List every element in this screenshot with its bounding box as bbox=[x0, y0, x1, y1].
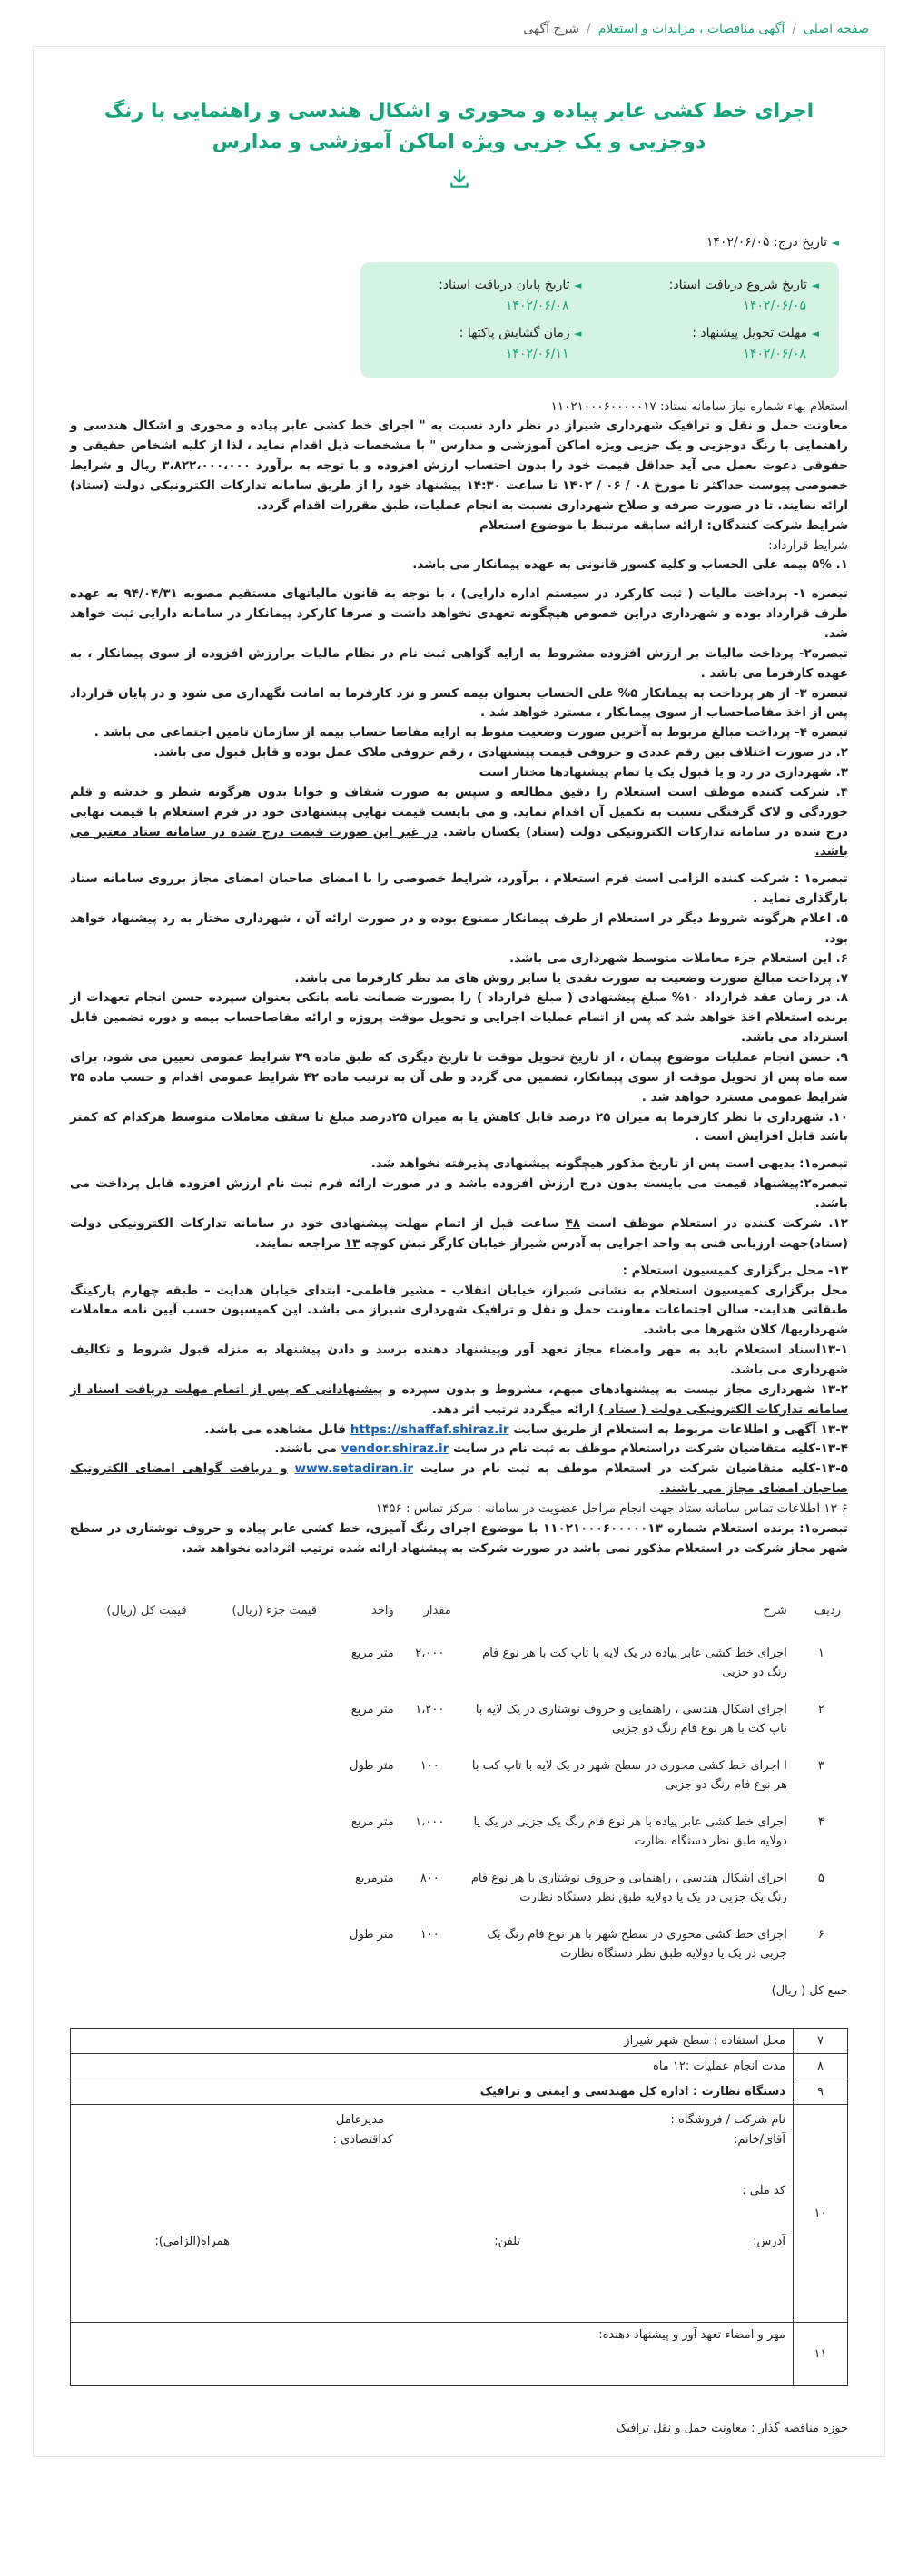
paragraph bbox=[70, 1381, 848, 1421]
paragraph: معاونت حمل و نقل و ترافیک شهرداری شیراز در نظر دارد نسبت به " اجرای خط کشی عابر پیاده و محوری و اشکال هندسی و راهنمایی با رنگ دوجزیی و یک جزیی ویژه اماکن آموزشی و مدارس " با مشخصات ذیل اقدام نماید ، لذا از کلیه اشخاص حقیقی و حقوقی دعوت بعمل می آید حداقل قیمت خود را بدون احتساب ارزش افزوده و با توجه به برآورد ۳،۸۲۲،۰۰۰،۰۰۰ ریال و شرایط خصوصی پیوست حداکثر تا مورخ ۰۸ / ۰۶ / ۱۴۰۲ تا ساعت ۱۴:۳۰ پیشنهاد خود را از طریق سامانه تدارکات الکترونیکی دولت (ستاد) ارائه نمایند. تا در صورت صرفه و صلاح شهرداری نسبت به انجام عملیات، طبق مقررات اقدام گردد. bbox=[70, 418, 848, 513]
row-unit-price bbox=[194, 1804, 324, 1860]
info-row bbox=[71, 2054, 848, 2079]
triangle-icon: ◄ bbox=[811, 279, 819, 291]
company-label: نام شرکت / فروشگاه : bbox=[670, 2113, 785, 2128]
end-date-value: ۱۴۰۲/۰۶/۰۸ bbox=[505, 298, 569, 313]
row-desc: اجرای اشکال هندسی ، راهنمایی و حروف نوشتاری با هر نوع فام رنگ یک جزیی در یک یا دولایه طبق نظر دستگاه نظارت bbox=[470, 1871, 787, 1904]
deadline bbox=[618, 323, 820, 364]
paragraph: ۱۳-۱اسناد استعلام باید به مهر وامضاء مجاز تعهد آور وپیشنهاد دهنده برسد و دادن پیشنهاد به منزله قبول شروط و تکالیف شهرداری می باشد. bbox=[70, 1342, 848, 1377]
insert-date bbox=[70, 232, 839, 253]
paragraph-underlined: و دریافت گواهی امضای الکترونیک صاحبان امضای مجاز می باشند. bbox=[70, 1461, 848, 1497]
paragraph: تبصره۱: بدیهی است پس از تاریخ مذکور هیچگونه پیشنهادی پذیرفته نخواهد شد. bbox=[370, 1156, 848, 1172]
row-number: ۲ bbox=[817, 1702, 824, 1716]
paragraph: ۵. اعلام هرگونه شروط دیگر در استعلام از طرف پیمانکار ممنوع بوده و در صورت ارائه آن ، شهرداری مختار به رد پیشنهاد خواهد بود. bbox=[70, 911, 848, 946]
row-unit-price bbox=[194, 1747, 324, 1804]
paragraph: تبصره ۴- پرداخت مبالغ مربوط به آخرین صورت وضعیت منوط به ارایه مفاصا حساب بیمه از سازمان تامین اجتماعی می باشد . bbox=[94, 725, 848, 741]
col-total-price: قیمت کل (ریال) bbox=[106, 1603, 187, 1617]
download-icon[interactable] bbox=[448, 167, 471, 191]
triangle-icon: ◄ bbox=[831, 237, 839, 250]
row-qty: ۱،۰۰۰ bbox=[415, 1814, 445, 1829]
row-total-price bbox=[70, 1747, 194, 1804]
start-date-value: ۱۴۰۲/۰۶/۰۵ bbox=[743, 298, 806, 313]
ad-card bbox=[33, 47, 885, 2457]
paragraph: استعلام بهاء شماره نیاز سامانه ستاد: ۱۱۰۲۱۰۰۰۶۰۰۰۰۰۱۷ bbox=[550, 398, 848, 414]
paragraph: محل برگزاری کمیسیون استعلام به نشانی شیراز، خیابان انقلاب - مشیر فاطمی- ابتدای خیابان هدایت – طبقه چهارم پارکینگ طبقاتی هدایت- سالن اجتماعات معاونت حمل و نقل و ترافیک شهرداری شیراز می باشد. این کمیسیون حسب آیین نامه معاملات شهرداریها/ کلان شهرها می باشد. bbox=[70, 1283, 848, 1338]
row-desc: اجرای خط کشی عابر پیاده با هر نوع فام رنگ یک جزیی در یک یا دولایه طبق نظر دستگاه نظارت bbox=[473, 1814, 787, 1848]
col-unit: واحد bbox=[371, 1603, 394, 1617]
row-desc: اجرای اشکال هندسی ، راهنمایی و حروف نوشتاری در یک لایه با تاپ کت با هر نوع فام رنگ دو جزیی bbox=[475, 1702, 787, 1735]
col-unit-price: قیمت جزء (ریال) bbox=[232, 1603, 317, 1617]
row-total-price bbox=[70, 1860, 194, 1916]
row-number: ۴ bbox=[817, 1814, 824, 1829]
paragraph: شرایط شرکت کنندگان: ارائه سابقه مرتبط با موضوع استعلام bbox=[479, 517, 848, 533]
mobile-label: همراه(الزامی): bbox=[154, 2235, 230, 2249]
paragraph: تبصره۱: برنده استعلام شماره ۱۱۰۲۱۰۰۰۶۰۰۰۰۰۱۳ با موضوع اجرای رنگ آمیزی، خط کشی عابر پیاده و حروف نوشتاری در سطح شهر مجاز شرکت در استعلام مذکور نمی باشد در صورت شرکت به پیشنهاد ارائه شده ترتیب اثرداده نخواهد شد. bbox=[70, 1520, 848, 1556]
paragraph: تبصره۲- پرداخت مالیات بر ارزش افزوده مشروط به ارایه گواهی ثبت نام در نظام مالیات برارزش افزوده از سوی پیمانکار ، به عهده کارفرما می باشد . bbox=[70, 645, 848, 681]
info-row-number: ۸ bbox=[794, 2054, 848, 2079]
row-unit: متر مربع bbox=[350, 1646, 394, 1660]
info-row-number: ۷ bbox=[794, 2029, 848, 2054]
total-label: جمع کل ( ریال) bbox=[771, 1984, 848, 1999]
row-unit-price bbox=[194, 1860, 324, 1916]
paragraph-text: ۱۳-۴-کلیه متقاضیان شرکت دراستعلام موظف به ثبت نام در سایت bbox=[453, 1441, 848, 1457]
row-desc: اجرای خط کشی محوری در سطح شهر با هر نوع فام رنگ یک جزیی در یک یا دولایه طبق نظر دستگاه نظارت bbox=[487, 1928, 787, 1961]
breadcrumb-section[interactable]: آگهی مناقصات ، مزایدات و استعلام bbox=[597, 22, 785, 37]
row-unit: متر مربع bbox=[350, 1702, 394, 1716]
paragraph-underlined: در غیر این صورت قیمت درج شده در سامانه ستاد معتبر می باشد. bbox=[70, 824, 848, 860]
setadiran-link[interactable]: www.setadiran.ir bbox=[294, 1461, 414, 1477]
row-qty: ۲،۰۰۰ bbox=[415, 1646, 445, 1660]
tender-authority: حوزه مناقصه گذار : معاونت حمل و نقل ترافیک bbox=[616, 2422, 848, 2436]
paragraph: تبصره ۱- پرداخت مالیات ( ثبت کارکرد در سیستم اداره دارایی) ، با توجه به قانون مالیاتهای مستقیم مصوبه ۹۴/۰۴/۳۱ به عهده طرف قرارداد بوده و شهرداری دراین خصوص هیچگونه تعهدی نخواهد داشت و صرفا کارکرد پیمانکار در سامانه دارایی ثبت خواهد شد. bbox=[70, 586, 848, 641]
info-row bbox=[71, 2079, 848, 2105]
row-qty: ۱،۲۰۰ bbox=[415, 1702, 445, 1716]
breadcrumb-separator: / bbox=[792, 22, 796, 37]
row-total-price bbox=[70, 1635, 194, 1691]
shaffaf-link[interactable]: https://shaffaf.shiraz.ir bbox=[350, 1421, 509, 1437]
table-row bbox=[70, 1691, 848, 1747]
paragraph-text: ۱۳-۳ آگهی و اطلاعات مربوط به استعلام از طریق سایت bbox=[513, 1421, 848, 1437]
paragraph: ۱. ۵% بیمه علی الحساب و کلیه کسور قانونی به عهده پیمانکار می باشد. bbox=[412, 557, 848, 573]
national-code-label: کد ملی : bbox=[742, 2184, 785, 2198]
paragraph-text: می باشند. bbox=[274, 1441, 337, 1457]
vendor-link[interactable]: vendor.shiraz.ir bbox=[341, 1441, 449, 1457]
paragraph: ۲. در صورت اختلاف بین رقم عددی و حروفی قیمت پیشنهادی ، رقم حروفی ملاک عمل بوده و قابل قبول می باشد. bbox=[153, 745, 848, 761]
row-qty: ۸۰۰ bbox=[420, 1871, 439, 1885]
info-row bbox=[71, 2323, 848, 2386]
row-desc: ا اجرای خط کشی محوری در سطح شهر در یک لایه با تاپ کت با هر نوع فام رنگ دو جزیی bbox=[471, 1758, 787, 1792]
duration: مدت انجام عملیات :۱۲ ماه bbox=[71, 2054, 794, 2079]
paragraph: ۳. شهرداری در رد و یا قبول یک یا تمام پیشنهادها مختار است bbox=[479, 765, 848, 781]
row-number: ۳ bbox=[817, 1758, 824, 1773]
row-qty: ۱۰۰ bbox=[420, 1758, 439, 1773]
info-table bbox=[70, 2028, 848, 2386]
items-header-row bbox=[70, 1596, 848, 1635]
phone-label: تلفن: bbox=[494, 2235, 520, 2249]
opening-date bbox=[380, 323, 582, 364]
paragraph-text: مراجعه نمایند. bbox=[254, 1235, 341, 1251]
col-qty: مقدار bbox=[423, 1603, 451, 1617]
paragraph-underlined: پیشنهاداتی که پس از اتمام مهلت دریافت اسناد از سامانه تدارکات الکترونیکی دولت ( ستاد ) bbox=[70, 1381, 848, 1417]
row-unit-price bbox=[194, 1916, 324, 1972]
ad-body bbox=[70, 398, 848, 1559]
insert-date-label: تاریخ درج: bbox=[774, 235, 828, 251]
paragraph: ۸. در زمان عقد قرارداد ۱۰% مبلغ پیشنهادی ( مبلغ قرارداد ) را بصورت ضمانت نامه بانکی بعنوان سپرده حسن انجام تعهدات از برنده استعلام اخذ خواهد شد که پس از اتمام عملیات اجرایی و تحویل موقت پروژه و ارائه مفاصاحساب بیمه و دوره تضمین قابل استرداد می باشد. bbox=[70, 990, 849, 1046]
deadline-label: مهلت تحویل پیشنهاد : bbox=[692, 326, 808, 341]
row-unit: متر مربع bbox=[350, 1814, 394, 1829]
usage-location: محل استفاده : سطح شهر شیراز bbox=[71, 2029, 794, 2054]
row-total-price bbox=[70, 1916, 194, 1972]
table-row bbox=[70, 1635, 848, 1691]
paragraph bbox=[70, 1214, 848, 1254]
paragraph-text: ۱۲. شرکت کننده در استعلام موظف است bbox=[587, 1215, 849, 1231]
row-unit-price bbox=[194, 1635, 324, 1691]
paragraph bbox=[70, 1421, 848, 1440]
row-total-price bbox=[70, 1691, 194, 1747]
paragraph: تبصره۱ : شرکت کننده الزامی است فرم استعلام ، برآورد، شرایط خصوصی را با امضای صاحبان امضای مجاز برروی سامانه ستاد بارگذاری نماید . bbox=[70, 871, 848, 907]
info-row bbox=[71, 2029, 848, 2054]
paragraph: ۶. این استعلام جزء معاملات متوسط شهرداری می باشد. bbox=[509, 950, 848, 966]
table-row bbox=[70, 1804, 848, 1860]
row-qty: ۱۰۰ bbox=[420, 1928, 439, 1942]
signature-field: مهر و امضاء تعهد آور و پیشنهاد دهنده: bbox=[71, 2323, 794, 2386]
mr-label: آقای/خانم: bbox=[734, 2133, 785, 2148]
paragraph-text: قابل مشاهده می باشد. bbox=[204, 1421, 347, 1437]
info-row-number: ۹ bbox=[794, 2079, 848, 2105]
econ-code-label: کداقتصادی : bbox=[332, 2133, 393, 2148]
row-number: ۵ bbox=[817, 1871, 824, 1885]
breadcrumb-separator: / bbox=[586, 22, 591, 37]
row-number: ۱ bbox=[817, 1646, 824, 1660]
paragraph: ۱۰. شهرداری با نظر کارفرما به میزان ۲۵ درصد قابل کاهش یا به میزان ۲۵درصد مبلغ تا سقف معاملات متوسط هرکدام که کمتر باشد قابل افزایش است . bbox=[70, 1109, 848, 1145]
supervisor: دستگاه نظارت : اداره کل مهندسی و ایمنی و ترافیک bbox=[71, 2079, 794, 2105]
paragraph-underlined: ۱۳ bbox=[344, 1235, 360, 1251]
row-unit: مترمربع bbox=[355, 1871, 394, 1885]
manager-label: مدیرعامل bbox=[335, 2113, 384, 2128]
paragraph bbox=[70, 1440, 848, 1460]
end-date-label: تاریخ پایان دریافت اسناد: bbox=[439, 277, 570, 292]
breadcrumb bbox=[33, 13, 885, 47]
paragraph: ۱۳- محل برگزاری کمیسیون استعلام : bbox=[622, 1263, 848, 1278]
row-number: ۶ bbox=[817, 1928, 824, 1942]
paragraph-text: ۴. شرکت کننده موظف است استعلام را دقیق مطالعه و سپس به صورت شفاف و خوانا بدون هرگونه شطر و خدشه و قلم خوردگی و لاک گرفتگی نسبت به تکمیل آن اقدام نماید. و می بایست قیمت نهایی پیشنهادی خود در فرم استعلام با قیمت نهایی درج شده در سامانه تدارکات الکترونیکی دولت (ستاد) یکسان باشد. bbox=[70, 784, 848, 840]
info-row bbox=[71, 2105, 848, 2323]
table-row bbox=[70, 1916, 848, 1972]
start-date bbox=[618, 275, 820, 316]
info-row-number: ۱۰ bbox=[794, 2105, 848, 2323]
paragraph-underlined: ۴۸ bbox=[565, 1215, 581, 1231]
paragraph: تبصره ۳- از هر پرداخت به پیمانکار ۵% علی الحساب بعنوان بیمه کسر و نزد کارفرما به امانت نگهداری می شود و در پایان قرارداد پس از اخذ مفاصاحساب از سوی پیمانکار ، مسترد خواهد شد . bbox=[70, 685, 848, 721]
info-row-number: ۱۱ bbox=[794, 2323, 848, 2386]
row-desc: اجرای خط کشی عابر پیاده در یک لایه با تاپ کت با هر نوع فام رنگ دو جزیی bbox=[482, 1646, 787, 1679]
paragraph-text: ارائه میگردد ترتیب اثر دهد. bbox=[431, 1401, 595, 1417]
col-row: ردیف bbox=[814, 1603, 841, 1617]
col-desc: شرح bbox=[763, 1603, 787, 1617]
paragraph-text: ۱۳-۵-کلیه متقاضیان شرکت در استعلام موظف به ثبت نام در سایت bbox=[420, 1461, 848, 1477]
breadcrumb-home[interactable]: صفحه اصلی bbox=[803, 22, 869, 37]
paragraph bbox=[70, 1460, 848, 1499]
breadcrumb-current: شرح آگهی bbox=[523, 22, 579, 37]
paragraph bbox=[70, 783, 848, 862]
start-date-label: تاریخ شروع دریافت اسناد: bbox=[668, 277, 808, 292]
supplier-details bbox=[71, 2105, 794, 2323]
row-unit: متر طول bbox=[350, 1758, 394, 1773]
paragraph: شرایط قرارداد: bbox=[768, 537, 848, 553]
items-table bbox=[70, 1596, 848, 1973]
deadline-value: ۱۴۰۲/۰۶/۰۸ bbox=[743, 346, 806, 361]
triangle-icon: ◄ bbox=[574, 328, 582, 340]
paragraph: ۷. پرداخت مبالغ صورت وضعیت به صورت نقدی یا سایر روش های مد نظر کارفرما می باشد. bbox=[294, 970, 848, 986]
address-label: آدرس: bbox=[753, 2235, 785, 2249]
table-row bbox=[70, 1860, 848, 1916]
row-unit-price bbox=[194, 1691, 324, 1747]
row-unit: متر طول bbox=[350, 1928, 394, 1942]
row-total-price bbox=[70, 1804, 194, 1860]
end-date bbox=[380, 275, 582, 316]
triangle-icon: ◄ bbox=[574, 279, 582, 291]
dates-box bbox=[360, 262, 839, 378]
paragraph: ۹. حسن انجام عملیات موضوع پیمان ، از تاریخ تحویل موقت تا تاریخ دیگری که طبق ماده ۳۹ شرایط عمومی تعیین می شود، برای سه ماه پس از تحویل موقت از سوی پیمانکار، تضمین می گردد و طی آن به ترتیب ماده ۴۲ شرایط عمومی اقدام و حسب ماده ۳۵ شرایط عمومی مسترد خواهد شد . bbox=[70, 1050, 848, 1105]
paragraph: تبصره۲:پیشنهاد قیمت می بایست بدون درج ارزش افزوده باشد و در صورت ارائه فرم ثبت نام ارزش افزوده قابل پرداخت می باشد. bbox=[70, 1176, 848, 1212]
table-row bbox=[70, 1747, 848, 1804]
paragraph: ۱۳-۶ اطلاعات تماس سامانه ستاد جهت انجام مراحل عضویت در سامانه : مرکز تماس : ۱۴۵۶ bbox=[375, 1500, 848, 1516]
paragraph-text: ۱۳-۲ شهرداری مجاز نیست به پیشنهادهای مبهم، مشروط و بدون سپرده و bbox=[388, 1381, 848, 1397]
opening-date-label: زمان گشایش پاکتها : bbox=[459, 326, 570, 341]
paragraph-text: ساعت قبل از اتمام مهلت پیشنهادی خود در سامانه تدارکات الکترونیکی دولت (ستاد)جهت ارزیابی فنی به واحد اجرایی به آدرس شیراز خیابان کارگر نبش کوچه bbox=[70, 1215, 848, 1251]
insert-date-value: ۱۴۰۲/۰۶/۰۵ bbox=[706, 235, 770, 251]
download-button[interactable] bbox=[70, 167, 848, 191]
page-title: اجرای خط کشی عابر پیاده و محوری و اشکال هندسی و راهنمایی با رنگ دوجزیی و یک جزیی ویژه اماکن آموزشی و مدارس bbox=[104, 100, 814, 154]
opening-date-value: ۱۴۰۲/۰۶/۱۱ bbox=[505, 346, 569, 361]
triangle-icon: ◄ bbox=[811, 328, 819, 340]
